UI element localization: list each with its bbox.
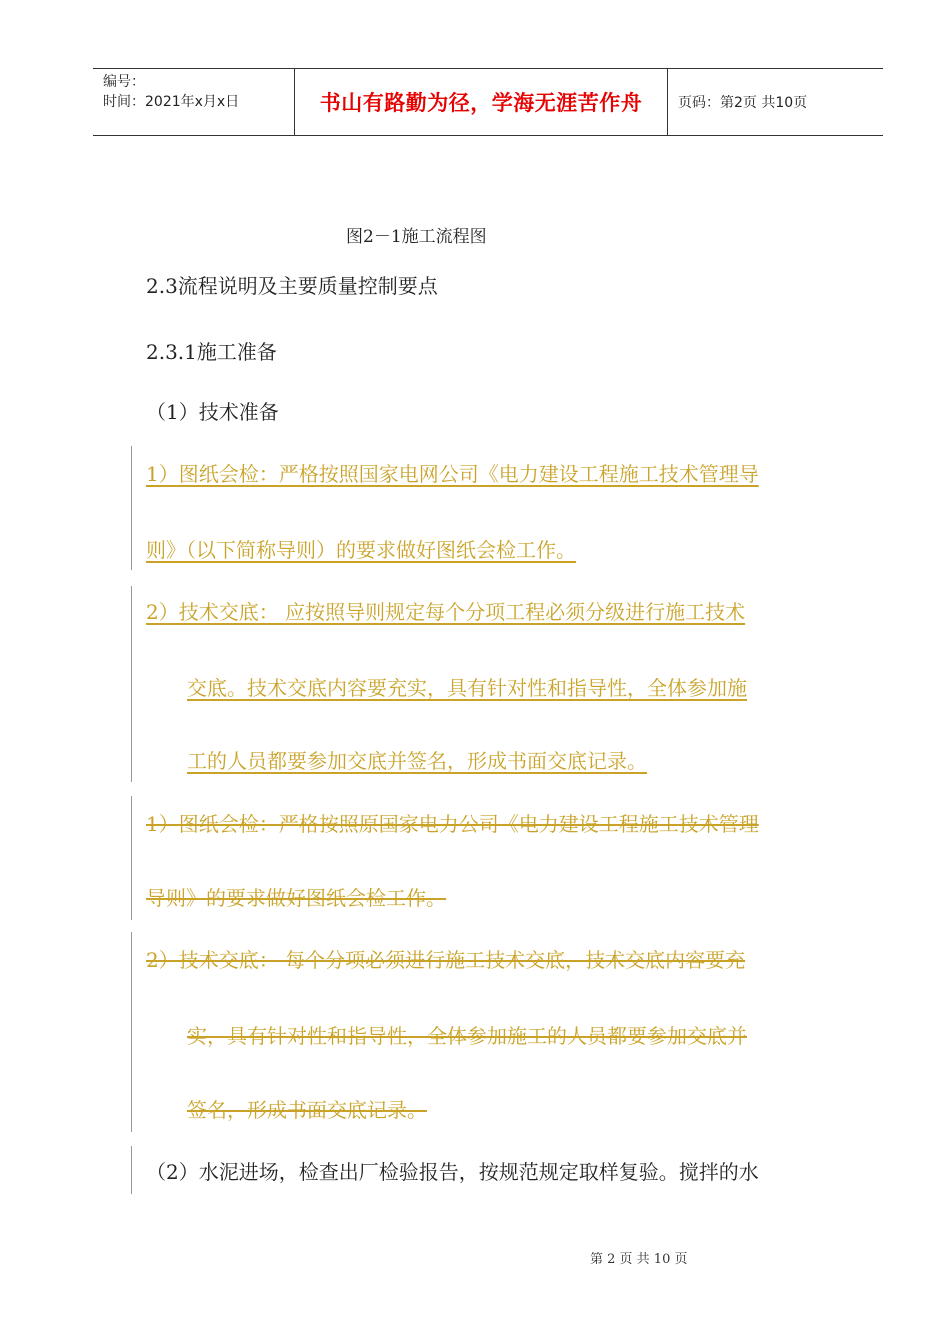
figure-caption: 图2－1施工流程图	[346, 227, 487, 247]
header-motto: 书山有路勤为径，学海无涯苦作舟	[319, 91, 643, 115]
inserted-paragraph-1-line-1: 1）图纸会检：严格按照国家电网公司《电力建设工程施工技术管理导	[146, 462, 759, 486]
revision-bar	[131, 932, 132, 1132]
document-time-label: 时间：2021年x月x日	[103, 94, 240, 110]
header-page-info: 页码：第2页 共10页	[678, 95, 808, 111]
header-meta-cell	[93, 69, 295, 135]
revision-bar	[131, 586, 132, 782]
subsection-technical-preparation: （1）技术准备	[146, 400, 279, 424]
header-page-cell	[668, 69, 883, 135]
deleted-paragraph-2-line-1: 2）技术交底： 每个分项必须进行施工技术交底，技术交底内容要充	[146, 948, 746, 972]
inserted-paragraph-2-line-3: 工的人员都要参加交底并签名，形成书面交底记录。	[187, 749, 647, 773]
inserted-paragraph-2-line-2: 交底。技术交底内容要充实，具有针对性和指导性，全体参加施	[187, 676, 747, 700]
deleted-paragraph-1-line-2: 导则》的要求做好图纸会检工作。	[146, 886, 446, 910]
revision-bar	[131, 796, 132, 920]
revision-bar	[131, 446, 132, 570]
section-heading-2-3-1: 2.3.1施工准备	[146, 340, 277, 364]
document-number-label: 编号：	[103, 74, 145, 90]
item-cement-entry: （2）水泥进场，检查出厂检验报告，按规范规定取样复验。搅拌的水	[146, 1160, 759, 1184]
inserted-paragraph-2-line-1: 2）技术交底： 应按照导则规定每个分项工程必须分级进行施工技术	[146, 600, 746, 624]
header-motto-cell	[295, 69, 668, 135]
deleted-paragraph-2-line-2: 实，具有针对性和指导性，全体参加施工的人员都要参加交底并	[187, 1024, 747, 1048]
section-heading-2-3: 2.3流程说明及主要质量控制要点	[146, 274, 438, 298]
revision-bar	[131, 1146, 132, 1194]
page-footer: 第 2 页 共 10 页	[590, 1252, 688, 1267]
deleted-paragraph-2-line-3: 签名，形成书面交底记录。	[187, 1098, 427, 1122]
inserted-paragraph-1-line-2: 则》（以下简称导则）的要求做好图纸会检工作。	[146, 538, 576, 562]
page-header	[93, 68, 883, 136]
deleted-paragraph-1-line-1: 1）图纸会检：严格按照原国家电力公司《电力建设工程施工技术管理	[146, 812, 759, 836]
